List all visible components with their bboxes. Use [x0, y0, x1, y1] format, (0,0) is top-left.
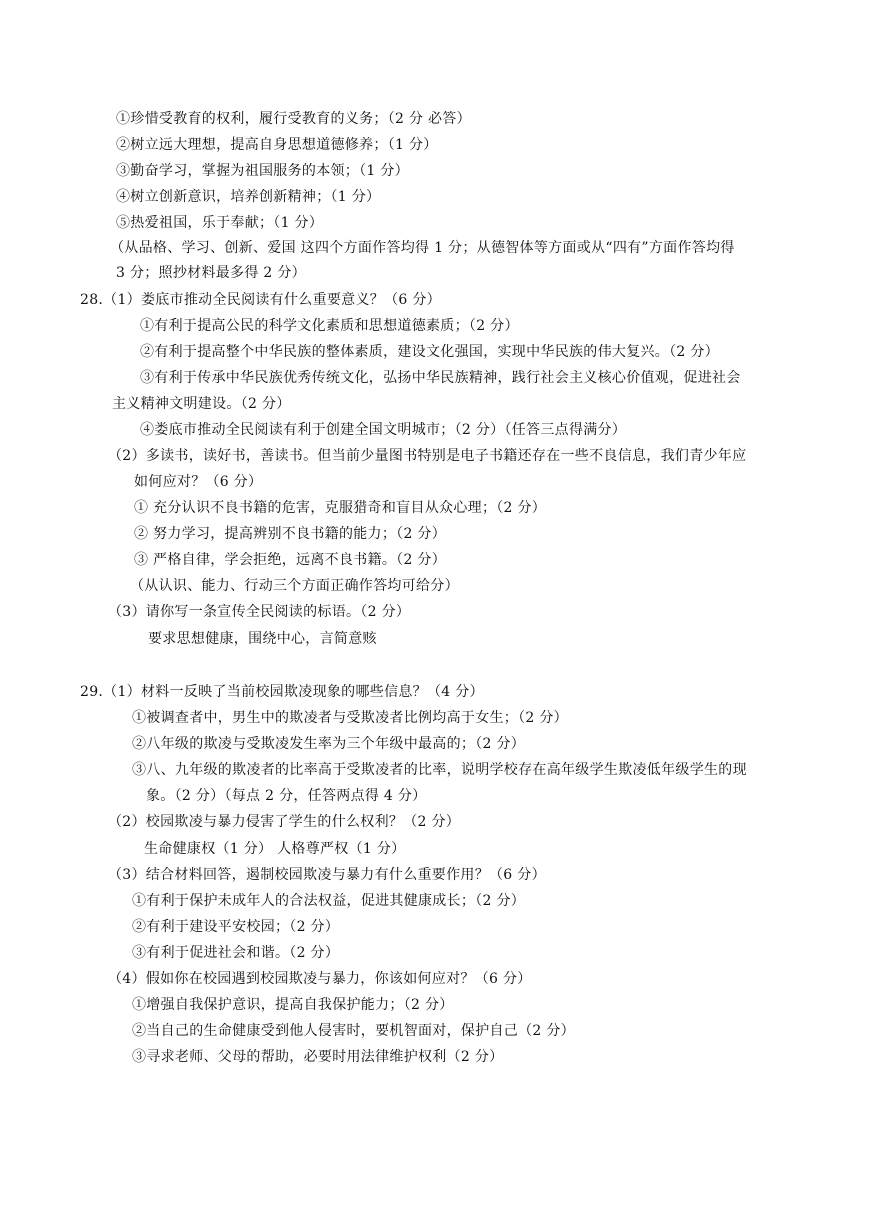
answer-line: 生命健康权（1 分） 人格尊严权（1 分）	[144, 841, 406, 857]
answer-line: 象。（2 分）（每点 2 分，任答两点得 4 分）	[146, 788, 427, 804]
question-heading: 28.（1）娄底市推动全民阅读有什么重要意义？（6 分）	[80, 292, 441, 308]
answer-line: ②有利于提高整个中华民族的整体素质，建设文化强国，实现中华民族的伟大复兴。（2 分）	[140, 344, 719, 360]
answer-line: ③有利于传承中华民族优秀传统文化，弘扬中华民族精神，践行社会主义核心价值观，促进社会	[140, 370, 741, 386]
question-heading: （3）请你写一条宣传全民阅读的标语。（2 分）	[108, 604, 411, 620]
answer-line: ③勤奋学习，掌握为祖国服务的本领；（1 分）	[116, 163, 409, 179]
answer-line: ①被调查者中，男生中的欺凌者与受欺凌者比例均高于女生；（2 分）	[132, 710, 568, 726]
answer-line: ①珍惜受教育的权利，履行受教育的义务；（2 分 必答）	[116, 111, 471, 127]
answer-line: ②当自己的生命健康受到他人侵害时，要机智面对，保护自己（2 分）	[132, 1023, 575, 1039]
question-heading: （3）结合材料回答，遏制校园欺凌与暴力有什么重要作用？（6 分）	[108, 867, 546, 883]
question-heading: 如何应对？（6 分）	[134, 474, 263, 490]
answer-line: ①增强自我保护意识，提高自我保护能力；（2 分）	[132, 997, 454, 1013]
answer-line: ①有利于保护未成年人的合法权益，促进其健康成长；（2 分）	[132, 893, 526, 909]
scoring-note: （从认识、能力、行动三个方面正确作答均可给分）	[130, 578, 459, 594]
scoring-note: （从品格、学习、创新、爱国 这四个方面作答均得 1 分；从德智体等方面或从“四有”方面作答均得	[110, 240, 735, 256]
answer-line: ③有利于促进社会和谐。（2 分）	[132, 945, 340, 961]
scoring-note: 3 分；照抄材料最多得 2 分）	[116, 265, 306, 281]
answer-line: ②有利于建设平安校园；（2 分）	[132, 919, 340, 935]
answer-line: ③八、九年级的欺凌者的比率高于受欺凌者的比率，说明学校存在高年级学生欺凌低年级学生的现	[132, 762, 747, 778]
question-heading: （4）假如你在校园遇到校园欺凌与暴力，你该如何应对？（6 分）	[108, 971, 532, 987]
answer-line: ①有利于提高公民的科学文化素质和思想道德素质；（2 分）	[140, 318, 519, 334]
answer-line: ① 充分认识不良书籍的危害，克服猎奇和盲目从众心理；（2 分）	[134, 500, 547, 516]
answer-line: ③ 严格自律，学会拒绝，远离不良书籍。（2 分）	[134, 552, 447, 568]
answer-line: ③寻求老师、父母的帮助，必要时用法律维护权利（2 分）	[132, 1049, 504, 1065]
answer-line: ④树立创新意识，培养创新精神；（1 分）	[116, 189, 381, 205]
answer-line: ②八年级的欺凌与受欺凌发生率为三个年级中最高的；（2 分）	[132, 736, 526, 752]
answer-line: ⑤热爱祖国，乐于奉献；（1 分）	[116, 215, 324, 231]
answer-line: ② 努力学习，提高辨别不良书籍的能力；（2 分）	[134, 526, 447, 542]
question-heading: （2）多读书，读好书，善读书。但当前少量图书特别是电子书籍还存在一些不良信息，我们青少年应	[108, 448, 747, 464]
answer-line: 要求思想健康，围绕中心，言简意赅	[148, 631, 377, 647]
answer-line: ②树立远大理想，提高自身思想道德修养；（1 分）	[116, 137, 438, 153]
question-heading: （2）校园欺凌与暴力侵害了学生的什么权利？（2 分）	[108, 814, 461, 830]
question-heading: 29.（1）材料一反映了当前校园欺凌现象的哪些信息？（4 分）	[80, 684, 484, 700]
answer-line: 主义精神文明建设。（2 分）	[112, 396, 291, 412]
answer-line: ④娄底市推动全民阅读有利于创建全国文明城市；（2 分）（任答三点得满分）	[140, 422, 627, 438]
